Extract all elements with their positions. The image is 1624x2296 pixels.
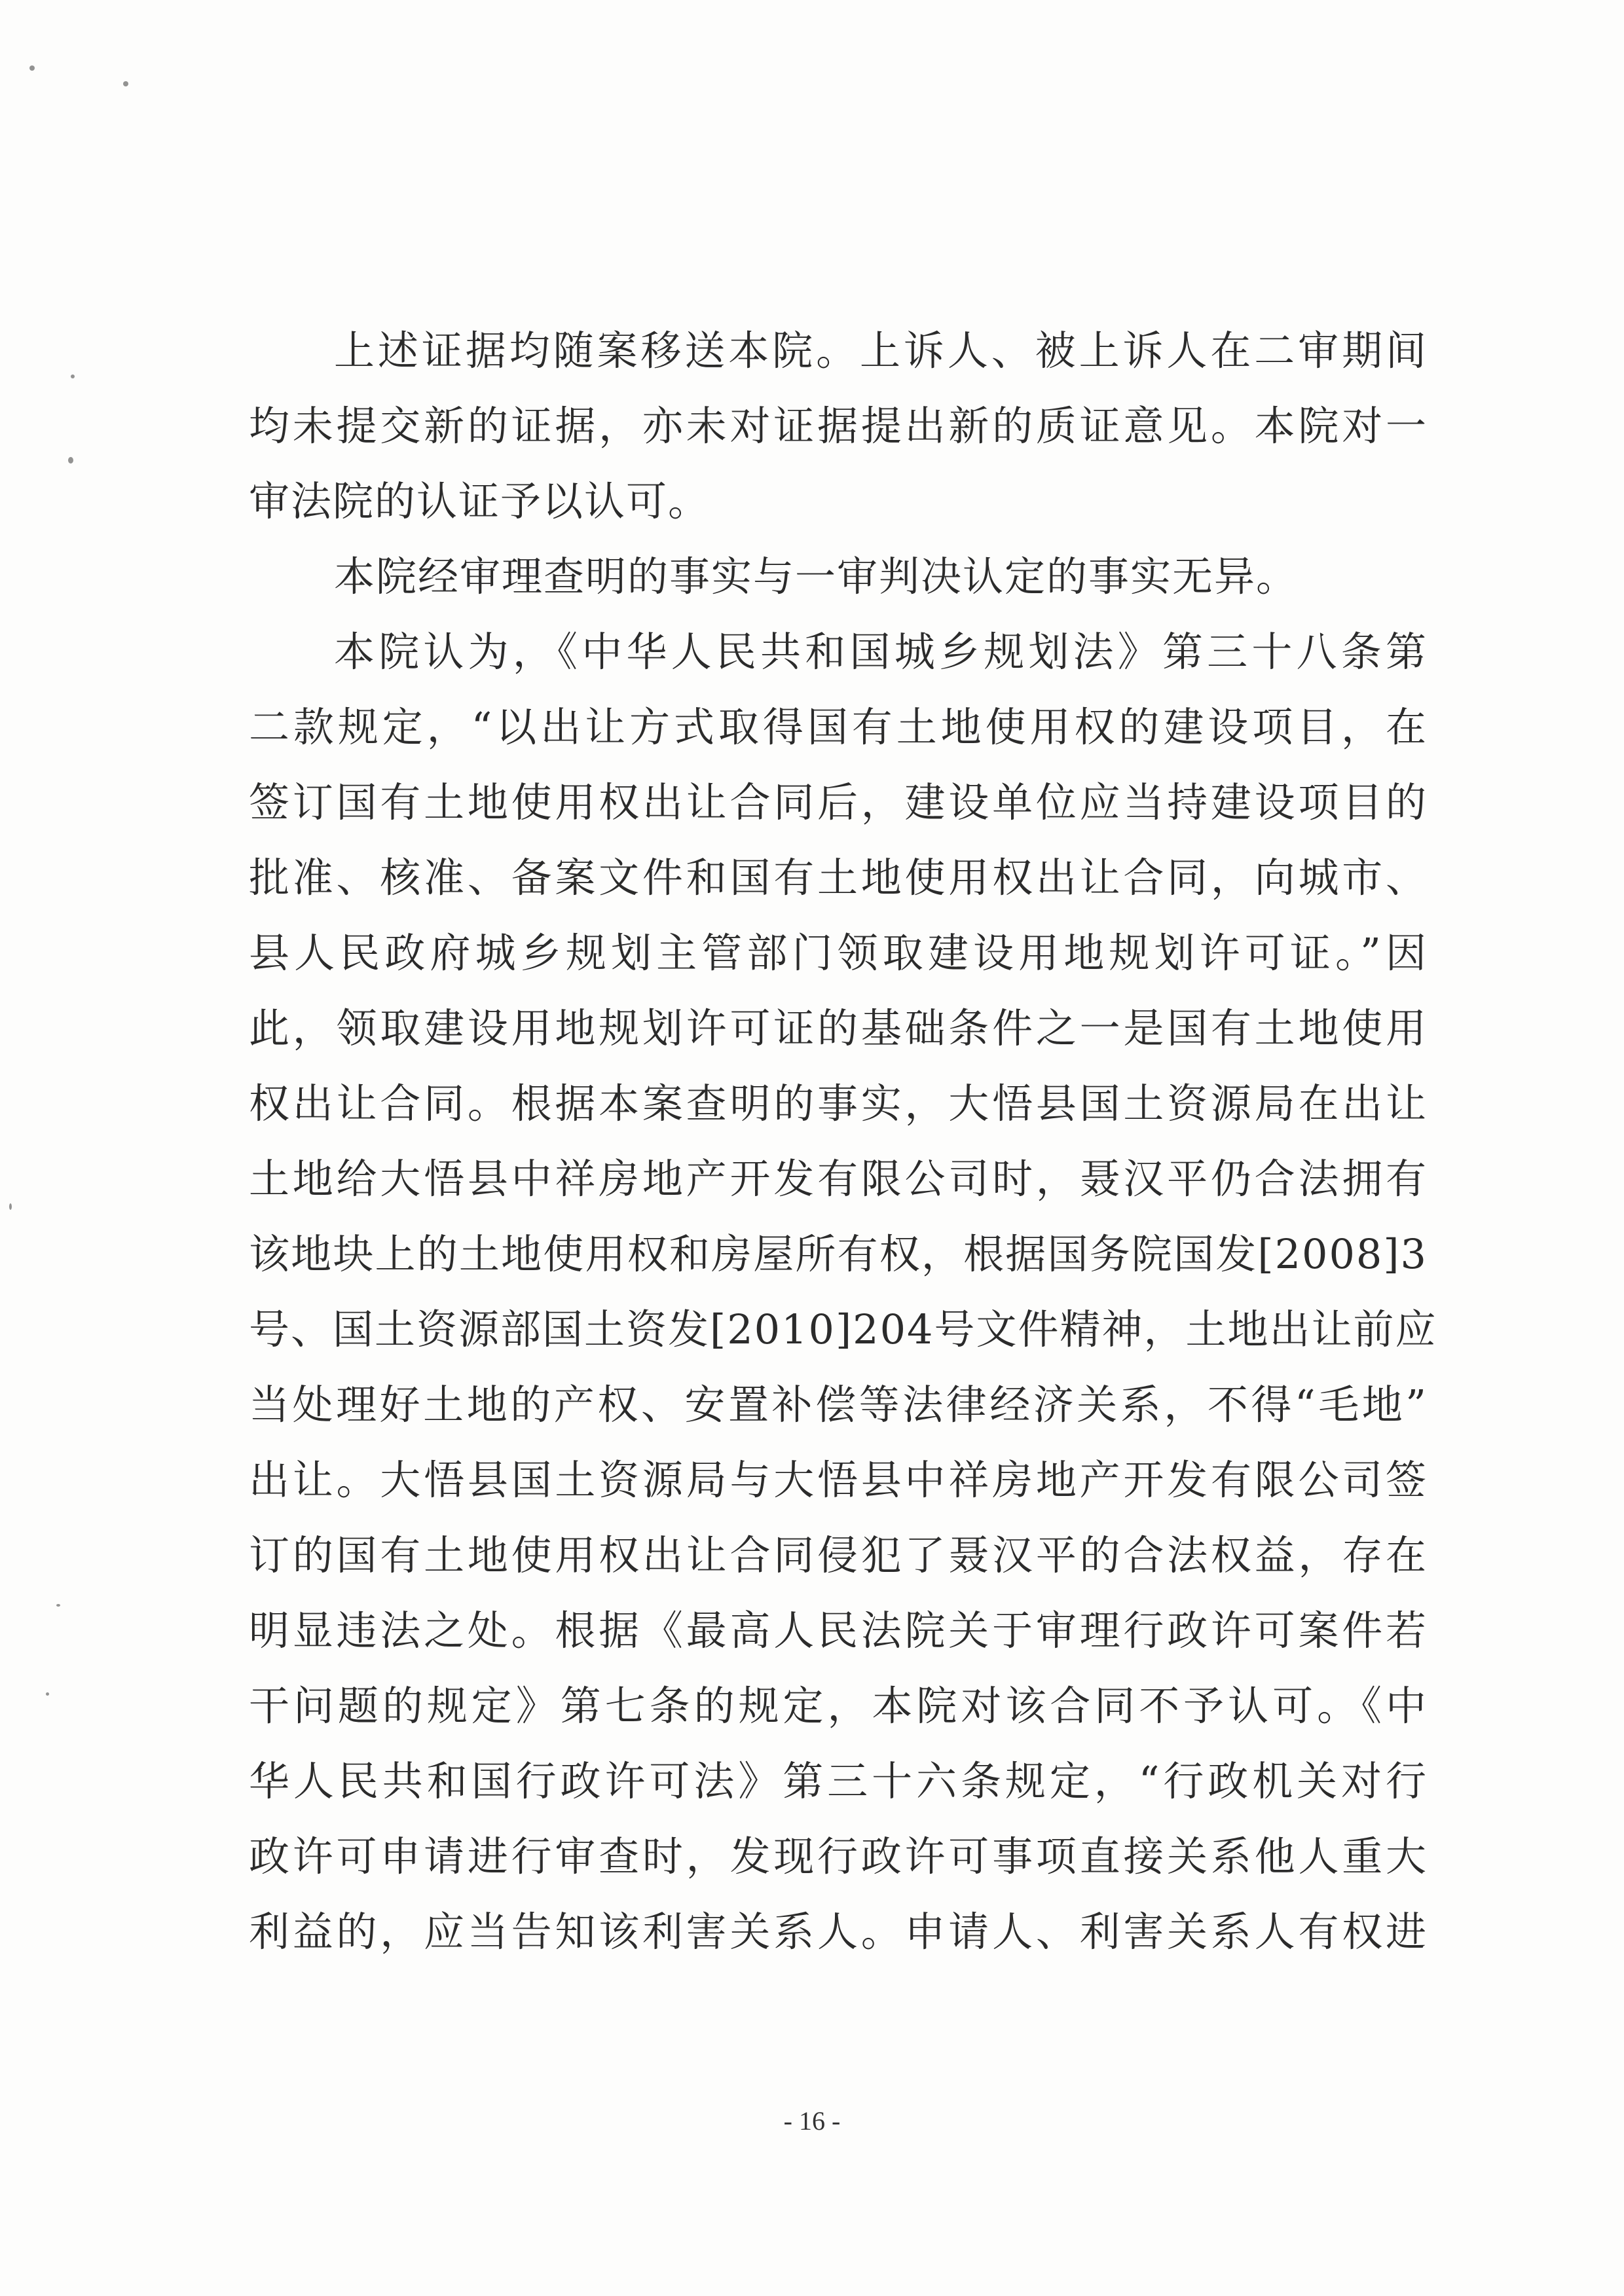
paragraph-line: 签订国有土地使用权出让合同后，建设单位应当持建设项目的 [249, 778, 1428, 826]
paragraph-line: 号、国土资源部国土资发[2010]204号文件精神，土地出让前应 [249, 1305, 1437, 1353]
paragraph-line: 该地块上的土地使用权和房屋所有权，根据国务院国发[2008]3 [249, 1230, 1428, 1278]
paragraph-line: 二款规定，“以出让方式取得国有土地使用权的建设项目，在 [249, 703, 1428, 751]
scan-speck [123, 81, 128, 86]
paragraph-line: 土地给大悟县中祥房地产开发有限公司时，聂汉平仍合法拥有 [249, 1155, 1428, 1203]
paragraph-line: 此，领取建设用地规划许可证的基础条件之一是国有土地使用 [249, 1004, 1428, 1052]
paragraph-line: 均未提交新的证据，亦未对证据提出新的质证意见。本院对一 [249, 402, 1428, 450]
judgment-body-text [249, 313, 1437, 1969]
paragraph-line: 订的国有土地使用权出让合同侵犯了聂汉平的合法权益，存在 [249, 1531, 1428, 1579]
paragraph-line: 华人民共和国行政许可法》第三十六条规定，“行政机关对行 [249, 1757, 1428, 1805]
paragraph-line: 干问题的规定》第七条的规定，本院对该合同不予认可。《中 [249, 1682, 1428, 1730]
paragraph-line: 县人民政府城乡规划主管部门领取建设用地规划许可证。”因 [249, 929, 1428, 977]
paragraph-line: 出让。大悟县国土资源局与大悟县中祥房地产开发有限公司签 [249, 1456, 1428, 1504]
paragraph-line: 本院经审理查明的事实与一审判决认定的事实无异。 [334, 553, 1299, 600]
scan-speck [71, 374, 75, 378]
scan-speck [56, 1604, 60, 1607]
scan-speck [68, 457, 73, 464]
paragraph-line: 明显违法之处。根据《最高人民法院关于审理行政许可案件若 [249, 1607, 1428, 1654]
paragraph-line: 政许可申请进行审查时，发现行政许可事项直接关系他人重大 [249, 1832, 1428, 1880]
paragraph-line: 利益的，应当告知该利害关系人。申请人、利害关系人有权进 [249, 1908, 1428, 1956]
paragraph-line: 审法院的认证予以认可。 [249, 477, 710, 525]
paragraph-line: 上述证据均随案移送本院。上诉人、被上诉人在二审期间 [334, 327, 1428, 374]
page-number: - 16 - [783, 2106, 841, 2136]
paragraph-line: 当处理好土地的产权、安置补偿等法律经济关系，不得“毛地” [249, 1381, 1428, 1429]
scan-speck [9, 1203, 12, 1210]
paragraph-line: 批准、核准、备案文件和国有土地使用权出让合同，向城市、 [249, 854, 1428, 902]
paragraph-line: 本院认为，《中华人民共和国城乡规划法》第三十八条第 [334, 628, 1428, 676]
scan-speck [46, 1692, 49, 1696]
scan-speck [29, 65, 35, 71]
paragraph-line: 权出让合同。根据本案查明的事实，大悟县国土资源局在出让 [249, 1080, 1428, 1127]
